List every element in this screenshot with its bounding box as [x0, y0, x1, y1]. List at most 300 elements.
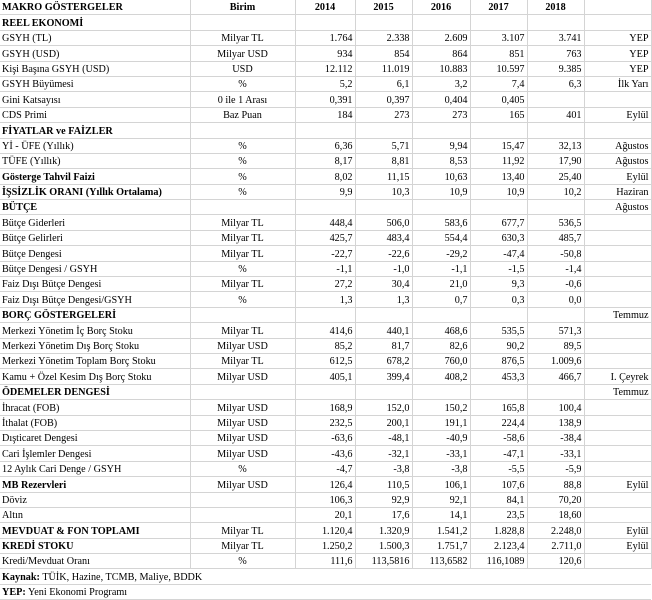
note-cell[interactable]: [584, 507, 651, 522]
empty-cell[interactable]: [470, 307, 527, 322]
value-cell[interactable]: 10,2: [527, 184, 584, 199]
value-cell[interactable]: -32,1: [355, 446, 412, 461]
value-cell[interactable]: 23,5: [470, 507, 527, 522]
note-cell[interactable]: [584, 277, 651, 292]
indicator-label[interactable]: Cari İşlemler Dengesi: [0, 446, 190, 461]
unit-cell[interactable]: Milyar USD: [190, 338, 295, 353]
empty-cell[interactable]: [355, 15, 412, 30]
empty-cell[interactable]: [355, 307, 412, 322]
value-cell[interactable]: -22,7: [295, 246, 355, 261]
value-cell[interactable]: -5,5: [470, 461, 527, 476]
indicator-label[interactable]: Bütçe Gelirleri: [0, 230, 190, 245]
footer-yep[interactable]: [0, 584, 651, 599]
value-cell[interactable]: -29,2: [412, 246, 470, 261]
value-cell[interactable]: 1.500,3: [355, 538, 412, 553]
value-cell[interactable]: 1,3: [355, 292, 412, 307]
value-cell[interactable]: -47,1: [470, 446, 527, 461]
value-cell[interactable]: -33,1: [527, 446, 584, 461]
value-cell[interactable]: 1.541,2: [412, 523, 470, 538]
value-cell[interactable]: 120,6: [527, 554, 584, 569]
note-cell[interactable]: [584, 492, 651, 507]
value-cell[interactable]: 612,5: [295, 353, 355, 368]
value-cell[interactable]: -4,7: [295, 461, 355, 476]
indicator-label[interactable]: Merkezi Yönetim Toplam Borç Stoku: [0, 353, 190, 368]
value-cell[interactable]: 165,8: [470, 400, 527, 415]
header-note[interactable]: [584, 0, 651, 15]
unit-cell[interactable]: Milyar TL: [190, 230, 295, 245]
value-cell[interactable]: 10,9: [412, 184, 470, 199]
header-year[interactable]: 2018: [527, 0, 584, 15]
value-cell[interactable]: 168,9: [295, 400, 355, 415]
note-cell[interactable]: Ağustos: [584, 138, 651, 153]
note-cell[interactable]: Ağustos: [584, 153, 651, 168]
value-cell[interactable]: 9,9: [295, 184, 355, 199]
value-cell[interactable]: 0,3: [470, 292, 527, 307]
indicator-label[interactable]: GSYH (TL): [0, 30, 190, 45]
empty-cell[interactable]: [470, 123, 527, 138]
unit-cell[interactable]: %: [190, 184, 295, 199]
indicator-label[interactable]: Gini Katsayısı: [0, 92, 190, 107]
value-cell[interactable]: 32,13: [527, 138, 584, 153]
empty-cell[interactable]: [470, 15, 527, 30]
value-cell[interactable]: 630,3: [470, 230, 527, 245]
value-cell[interactable]: [527, 92, 584, 107]
value-cell[interactable]: -1,0: [355, 261, 412, 276]
value-cell[interactable]: 9,3: [470, 277, 527, 292]
value-cell[interactable]: 554,4: [412, 230, 470, 245]
indicator-label[interactable]: TÜFE (Yıllık): [0, 153, 190, 168]
value-cell[interactable]: 851: [470, 46, 527, 61]
empty-cell[interactable]: [190, 123, 295, 138]
indicator-label[interactable]: Merkezi Yönetim Dış Borç Stoku: [0, 338, 190, 353]
note-cell[interactable]: [584, 430, 651, 445]
value-cell[interactable]: 113,5816: [355, 554, 412, 569]
empty-cell[interactable]: [412, 123, 470, 138]
note-cell[interactable]: YEP: [584, 30, 651, 45]
indicator-label[interactable]: İŞSİZLİK ORANI (Yıllık Ortalama): [0, 184, 190, 199]
indicator-label[interactable]: Döviz: [0, 492, 190, 507]
value-cell[interactable]: 468,6: [412, 323, 470, 338]
value-cell[interactable]: 8,53: [412, 153, 470, 168]
note-cell[interactable]: [584, 215, 651, 230]
value-cell[interactable]: -48,1: [355, 430, 412, 445]
value-cell[interactable]: 110,5: [355, 477, 412, 492]
value-cell[interactable]: 150,2: [412, 400, 470, 415]
unit-cell[interactable]: Milyar USD: [190, 430, 295, 445]
unit-cell[interactable]: Milyar USD: [190, 415, 295, 430]
unit-cell[interactable]: Milyar TL: [190, 30, 295, 45]
value-cell[interactable]: 8,02: [295, 169, 355, 184]
value-cell[interactable]: 13,40: [470, 169, 527, 184]
indicator-label[interactable]: Bütçe Giderleri: [0, 215, 190, 230]
value-cell[interactable]: -1,5: [470, 261, 527, 276]
value-cell[interactable]: 425,7: [295, 230, 355, 245]
value-cell[interactable]: 14,1: [412, 507, 470, 522]
empty-cell[interactable]: [295, 15, 355, 30]
value-cell[interactable]: 440,1: [355, 323, 412, 338]
note-cell[interactable]: Eylül: [584, 477, 651, 492]
empty-cell[interactable]: [355, 384, 412, 399]
unit-cell[interactable]: Milyar USD: [190, 400, 295, 415]
note-cell[interactable]: Eylül: [584, 169, 651, 184]
value-cell[interactable]: 0,7: [412, 292, 470, 307]
section-note[interactable]: Ağustos: [584, 200, 651, 215]
indicator-label[interactable]: Merkezi Yönetim İç Borç Stoku: [0, 323, 190, 338]
value-cell[interactable]: 485,7: [527, 230, 584, 245]
value-cell[interactable]: 8,17: [295, 153, 355, 168]
value-cell[interactable]: 0,405: [470, 92, 527, 107]
indicator-label[interactable]: Kişi Başına GSYH (USD): [0, 61, 190, 76]
empty-cell[interactable]: [527, 123, 584, 138]
value-cell[interactable]: 483,4: [355, 230, 412, 245]
section-title[interactable]: ÖDEMELER DENGESİ: [0, 384, 190, 399]
header-year[interactable]: 2016: [412, 0, 470, 15]
value-cell[interactable]: 113,6582: [412, 554, 470, 569]
value-cell[interactable]: 82,6: [412, 338, 470, 353]
note-cell[interactable]: [584, 323, 651, 338]
unit-cell[interactable]: 0 ile 1 Arası: [190, 92, 295, 107]
value-cell[interactable]: 9.385: [527, 61, 584, 76]
section-note[interactable]: [584, 15, 651, 30]
value-cell[interactable]: -63,6: [295, 430, 355, 445]
note-cell[interactable]: Eylül: [584, 523, 651, 538]
indicator-label[interactable]: Kamu + Özel Kesim Dış Borç Stoku: [0, 369, 190, 384]
value-cell[interactable]: 7,4: [470, 76, 527, 91]
value-cell[interactable]: -43,6: [295, 446, 355, 461]
data-row-disticaret-dengesi: [0, 430, 651, 445]
value-cell[interactable]: 466,7: [527, 369, 584, 384]
value-cell[interactable]: -3,8: [412, 461, 470, 476]
value-cell[interactable]: 2.248,0: [527, 523, 584, 538]
unit-cell[interactable]: [190, 492, 295, 507]
value-cell[interactable]: -58,6: [470, 430, 527, 445]
header-title[interactable]: MAKRO GÖSTERGELER: [0, 0, 190, 15]
header-year[interactable]: 2017: [470, 0, 527, 15]
empty-cell[interactable]: [412, 307, 470, 322]
value-cell[interactable]: 116,1089: [470, 554, 527, 569]
value-cell[interactable]: 30,4: [355, 277, 412, 292]
value-cell[interactable]: 5,71: [355, 138, 412, 153]
value-cell[interactable]: 165: [470, 107, 527, 122]
unit-cell[interactable]: Milyar TL: [190, 523, 295, 538]
value-cell[interactable]: -50,8: [527, 246, 584, 261]
value-cell[interactable]: 15,47: [470, 138, 527, 153]
value-cell[interactable]: 8,81: [355, 153, 412, 168]
value-cell[interactable]: 106,3: [295, 492, 355, 507]
indicator-label[interactable]: GSYH Büyümesi: [0, 76, 190, 91]
note-cell[interactable]: [584, 230, 651, 245]
value-cell[interactable]: -47,4: [470, 246, 527, 261]
value-cell[interactable]: 453,3: [470, 369, 527, 384]
section-note[interactable]: Temmuz: [584, 307, 651, 322]
value-cell[interactable]: 405,1: [295, 369, 355, 384]
value-cell[interactable]: 934: [295, 46, 355, 61]
value-cell[interactable]: 152,0: [355, 400, 412, 415]
indicator-label[interactable]: 12 Aylık Cari Denge / GSYH: [0, 461, 190, 476]
value-cell[interactable]: 18,60: [527, 507, 584, 522]
value-cell[interactable]: 864: [412, 46, 470, 61]
value-cell[interactable]: 25,40: [527, 169, 584, 184]
note-cell[interactable]: I. Çeyrek: [584, 369, 651, 384]
indicator-label[interactable]: İhracat (FOB): [0, 400, 190, 415]
value-cell[interactable]: 2.609: [412, 30, 470, 45]
indicator-label[interactable]: Bütçe Dengesi: [0, 246, 190, 261]
note-cell[interactable]: İlk Yarı: [584, 76, 651, 91]
value-cell[interactable]: 506,0: [355, 215, 412, 230]
unit-cell[interactable]: Milyar USD: [190, 369, 295, 384]
unit-cell[interactable]: Milyar USD: [190, 477, 295, 492]
value-cell[interactable]: -40,9: [412, 430, 470, 445]
value-cell[interactable]: 760,0: [412, 353, 470, 368]
value-cell[interactable]: -5,9: [527, 461, 584, 476]
header-year[interactable]: 2015: [355, 0, 412, 15]
value-cell[interactable]: 678,2: [355, 353, 412, 368]
value-cell[interactable]: -33,1: [412, 446, 470, 461]
value-cell[interactable]: 2.123,4: [470, 538, 527, 553]
value-cell[interactable]: 10,9: [470, 184, 527, 199]
indicator-label[interactable]: Bütçe Dengesi / GSYH: [0, 261, 190, 276]
value-cell[interactable]: 88,8: [527, 477, 584, 492]
note-cell[interactable]: [584, 338, 651, 353]
value-cell[interactable]: -1,4: [527, 261, 584, 276]
value-cell[interactable]: 1.828,8: [470, 523, 527, 538]
indicator-label[interactable]: CDS Primi: [0, 107, 190, 122]
note-cell[interactable]: [584, 261, 651, 276]
value-cell[interactable]: 3,2: [412, 76, 470, 91]
empty-cell[interactable]: [470, 200, 527, 215]
unit-cell[interactable]: %: [190, 169, 295, 184]
empty-cell[interactable]: [412, 15, 470, 30]
value-cell[interactable]: 1.320,9: [355, 523, 412, 538]
data-row-mb-rezervleri: [0, 477, 651, 492]
value-cell[interactable]: -22,6: [355, 246, 412, 261]
value-cell[interactable]: 224,4: [470, 415, 527, 430]
unit-cell[interactable]: Milyar TL: [190, 323, 295, 338]
empty-cell[interactable]: [355, 123, 412, 138]
note-cell[interactable]: Eylül: [584, 107, 651, 122]
value-cell[interactable]: 1.120,4: [295, 523, 355, 538]
unit-cell[interactable]: %: [190, 138, 295, 153]
value-cell[interactable]: 21,0: [412, 277, 470, 292]
unit-cell[interactable]: %: [190, 153, 295, 168]
note-cell[interactable]: [584, 92, 651, 107]
value-cell[interactable]: 27,2: [295, 277, 355, 292]
empty-cell[interactable]: [412, 384, 470, 399]
indicator-label[interactable]: KREDİ STOKU: [0, 538, 190, 553]
value-cell[interactable]: -3,8: [355, 461, 412, 476]
unit-cell[interactable]: USD: [190, 61, 295, 76]
indicator-label[interactable]: Kredi/Mevduat Oranı: [0, 554, 190, 569]
unit-cell[interactable]: [190, 507, 295, 522]
empty-cell[interactable]: [295, 200, 355, 215]
value-cell[interactable]: 89,5: [527, 338, 584, 353]
value-cell[interactable]: 1.250,2: [295, 538, 355, 553]
indicator-label[interactable]: Faiz Dışı Bütçe Dengesi: [0, 277, 190, 292]
empty-cell[interactable]: [190, 307, 295, 322]
value-cell[interactable]: 9,94: [412, 138, 470, 153]
header-unit[interactable]: Birim: [190, 0, 295, 15]
value-cell[interactable]: 1.751,7: [412, 538, 470, 553]
value-cell[interactable]: 10,3: [355, 184, 412, 199]
empty-cell[interactable]: [295, 123, 355, 138]
value-cell[interactable]: 399,4: [355, 369, 412, 384]
value-cell[interactable]: 12.112: [295, 61, 355, 76]
value-cell[interactable]: 111,6: [295, 554, 355, 569]
value-cell[interactable]: 20,1: [295, 507, 355, 522]
section-title[interactable]: FİYATLAR ve FAİZLER: [0, 123, 190, 138]
value-cell[interactable]: 81,7: [355, 338, 412, 353]
note-cell[interactable]: Haziran: [584, 184, 651, 199]
value-cell[interactable]: 1.764: [295, 30, 355, 45]
value-cell[interactable]: 11,15: [355, 169, 412, 184]
indicator-label[interactable]: İthalat (FOB): [0, 415, 190, 430]
unit-cell[interactable]: Milyar TL: [190, 538, 295, 553]
unit-cell[interactable]: %: [190, 554, 295, 569]
value-cell[interactable]: 677,7: [470, 215, 527, 230]
value-cell[interactable]: 106,1: [412, 477, 470, 492]
indicator-label[interactable]: Altın: [0, 507, 190, 522]
value-cell[interactable]: 90,2: [470, 338, 527, 353]
value-cell[interactable]: 92,1: [412, 492, 470, 507]
value-cell[interactable]: 184: [295, 107, 355, 122]
empty-cell[interactable]: [527, 307, 584, 322]
header-year[interactable]: 2014: [295, 0, 355, 15]
empty-cell[interactable]: [412, 200, 470, 215]
value-cell[interactable]: 70,20: [527, 492, 584, 507]
value-cell[interactable]: 0,397: [355, 92, 412, 107]
empty-cell[interactable]: [190, 200, 295, 215]
section-note[interactable]: Temmuz: [584, 384, 651, 399]
indicator-label[interactable]: Yİ - ÜFE (Yıllık): [0, 138, 190, 153]
value-cell[interactable]: 854: [355, 46, 412, 61]
note-cell[interactable]: [584, 400, 651, 415]
note-cell[interactable]: YEP: [584, 46, 651, 61]
footer-source[interactable]: [0, 569, 651, 584]
indicator-label[interactable]: Faiz Dışı Bütçe Dengesi/GSYH: [0, 292, 190, 307]
value-cell[interactable]: -1,1: [295, 261, 355, 276]
empty-cell[interactable]: [190, 384, 295, 399]
indicator-label[interactable]: MEVDUAT & FON TOPLAMI: [0, 523, 190, 538]
value-cell[interactable]: 6,36: [295, 138, 355, 153]
section-note[interactable]: [584, 123, 651, 138]
note-cell[interactable]: [584, 415, 651, 430]
indicator-label[interactable]: GSYH (USD): [0, 46, 190, 61]
value-cell[interactable]: 876,5: [470, 353, 527, 368]
value-cell[interactable]: 0,0: [527, 292, 584, 307]
indicator-label[interactable]: MB Rezervleri: [0, 477, 190, 492]
value-cell[interactable]: 3.741: [527, 30, 584, 45]
value-cell[interactable]: 85,2: [295, 338, 355, 353]
value-cell[interactable]: 535,5: [470, 323, 527, 338]
value-cell[interactable]: 1,3: [295, 292, 355, 307]
note-cell[interactable]: [584, 461, 651, 476]
value-cell[interactable]: 0,404: [412, 92, 470, 107]
value-cell[interactable]: 191,1: [412, 415, 470, 430]
note-cell[interactable]: [584, 353, 651, 368]
empty-cell[interactable]: [295, 307, 355, 322]
value-cell[interactable]: -38,4: [527, 430, 584, 445]
value-cell[interactable]: 126,4: [295, 477, 355, 492]
value-cell[interactable]: 5,2: [295, 76, 355, 91]
value-cell[interactable]: 232,5: [295, 415, 355, 430]
value-cell[interactable]: 408,2: [412, 369, 470, 384]
value-cell[interactable]: 6,1: [355, 76, 412, 91]
value-cell[interactable]: 10,63: [412, 169, 470, 184]
unit-cell[interactable]: Milyar USD: [190, 46, 295, 61]
note-cell[interactable]: [584, 554, 651, 569]
empty-cell[interactable]: [527, 200, 584, 215]
section-title[interactable]: REEL EKONOMİ: [0, 15, 190, 30]
indicator-label[interactable]: Gösterge Tahvil Faizi: [0, 169, 190, 184]
empty-cell[interactable]: [470, 384, 527, 399]
value-cell[interactable]: -0,6: [527, 277, 584, 292]
value-cell[interactable]: 273: [412, 107, 470, 122]
value-cell[interactable]: 0,391: [295, 92, 355, 107]
note-cell[interactable]: YEP: [584, 61, 651, 76]
unit-cell[interactable]: Milyar TL: [190, 215, 295, 230]
value-cell[interactable]: -1,1: [412, 261, 470, 276]
value-cell[interactable]: 401: [527, 107, 584, 122]
value-cell[interactable]: 100,4: [527, 400, 584, 415]
value-cell[interactable]: 17,6: [355, 507, 412, 522]
empty-cell[interactable]: [527, 15, 584, 30]
unit-cell[interactable]: %: [190, 461, 295, 476]
note-cell[interactable]: [584, 246, 651, 261]
value-cell[interactable]: 583,6: [412, 215, 470, 230]
empty-cell[interactable]: [355, 200, 412, 215]
value-cell[interactable]: 11.019: [355, 61, 412, 76]
value-cell[interactable]: 6,3: [527, 76, 584, 91]
value-cell[interactable]: 414,6: [295, 323, 355, 338]
value-cell[interactable]: 2.711,0: [527, 538, 584, 553]
empty-cell[interactable]: [295, 384, 355, 399]
unit-cell[interactable]: %: [190, 261, 295, 276]
value-cell[interactable]: 1.009,6: [527, 353, 584, 368]
value-cell[interactable]: 84,1: [470, 492, 527, 507]
unit-cell[interactable]: %: [190, 292, 295, 307]
value-cell[interactable]: 3.107: [470, 30, 527, 45]
empty-cell[interactable]: [527, 384, 584, 399]
value-cell[interactable]: 17,90: [527, 153, 584, 168]
note-cell[interactable]: [584, 446, 651, 461]
value-cell[interactable]: 92,9: [355, 492, 412, 507]
note-cell[interactable]: [584, 292, 651, 307]
value-cell[interactable]: 200,1: [355, 415, 412, 430]
value-cell[interactable]: 107,6: [470, 477, 527, 492]
section-title[interactable]: BÜTÇE: [0, 200, 190, 215]
value-cell[interactable]: 536,5: [527, 215, 584, 230]
value-cell[interactable]: 10.597: [470, 61, 527, 76]
value-cell[interactable]: 10.883: [412, 61, 470, 76]
section-title[interactable]: BORÇ GÖSTERGELERİ: [0, 307, 190, 322]
unit-cell[interactable]: Milyar TL: [190, 246, 295, 261]
unit-cell[interactable]: Milyar USD: [190, 446, 295, 461]
unit-cell[interactable]: Milyar TL: [190, 353, 295, 368]
value-cell[interactable]: 273: [355, 107, 412, 122]
unit-cell[interactable]: Milyar TL: [190, 277, 295, 292]
note-cell[interactable]: Eylül: [584, 538, 651, 553]
unit-cell[interactable]: %: [190, 76, 295, 91]
value-cell[interactable]: 11,92: [470, 153, 527, 168]
value-cell[interactable]: 571,3: [527, 323, 584, 338]
indicator-label[interactable]: Dışticaret Dengesi: [0, 430, 190, 445]
value-cell[interactable]: 763: [527, 46, 584, 61]
unit-cell[interactable]: Baz Puan: [190, 107, 295, 122]
value-cell[interactable]: 448,4: [295, 215, 355, 230]
value-cell[interactable]: 138,9: [527, 415, 584, 430]
empty-cell[interactable]: [190, 15, 295, 30]
value-cell[interactable]: 2.338: [355, 30, 412, 45]
